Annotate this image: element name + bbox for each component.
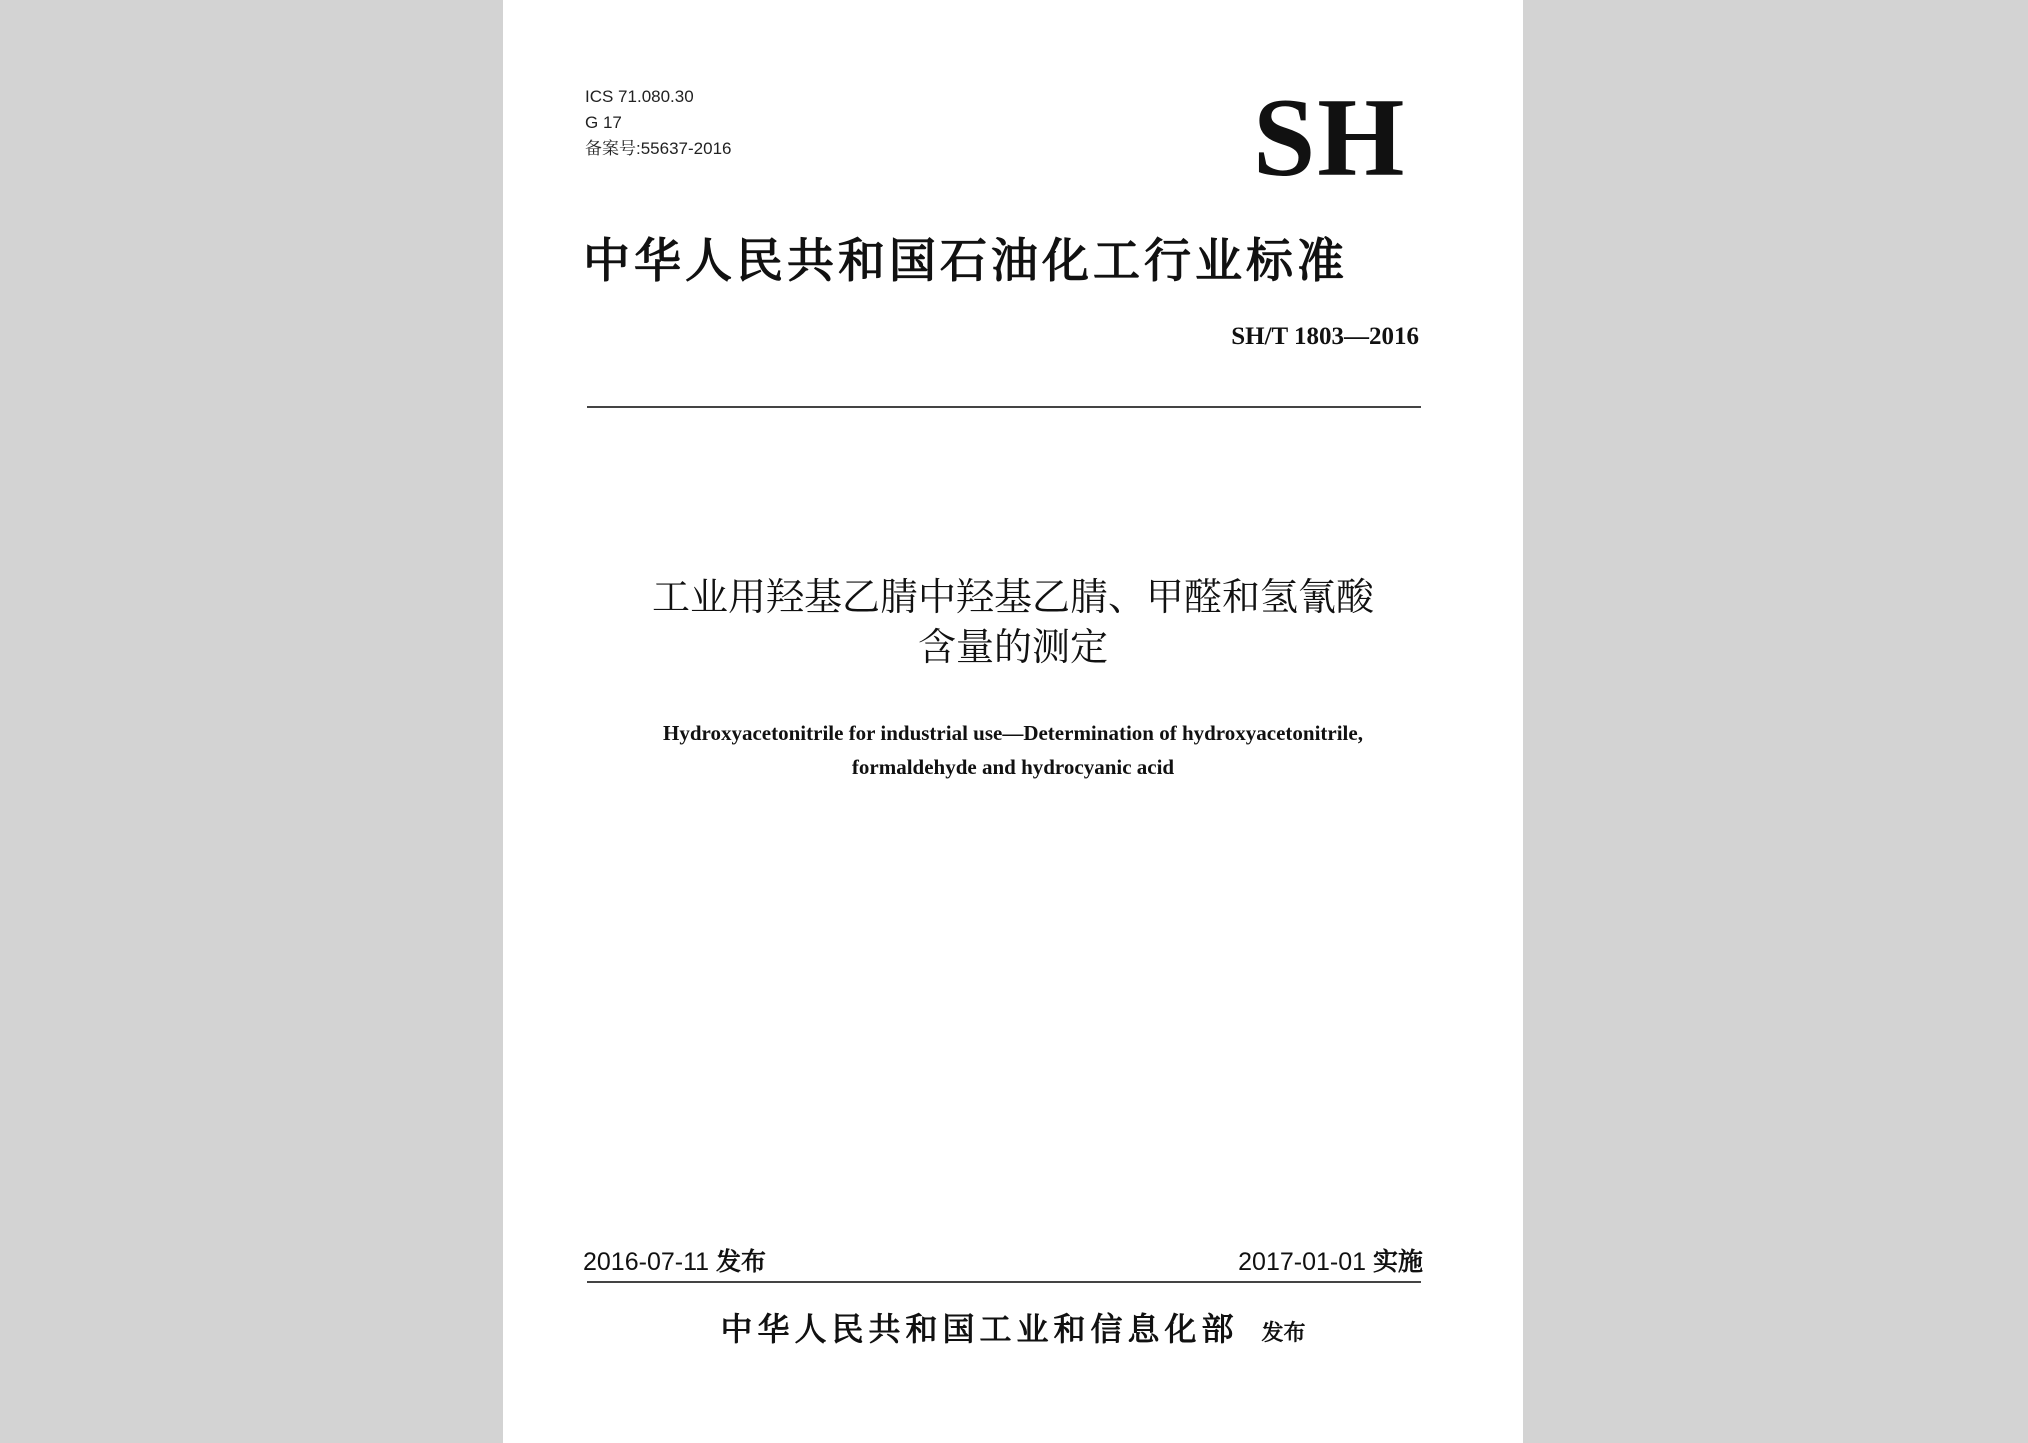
implement-date-block xyxy=(1238,1246,1423,1278)
title-english-line-1: Hydroxyacetonitrile for industrial use—Determination of hydroxyacetonitrile, xyxy=(663,721,1363,745)
issue-date-block xyxy=(583,1246,766,1278)
issuer-action: 发布 xyxy=(1261,1321,1306,1346)
standard-number: SH/T 1803—2016 xyxy=(1231,323,1419,350)
header-divider xyxy=(587,406,1421,408)
title-chinese-line-2: 含量的测定 xyxy=(917,625,1108,669)
issuer-block xyxy=(503,1307,1523,1351)
filing-number: 备案号:55637-2016 xyxy=(585,139,732,158)
standard-category: 中华人民共和国石油化工行业标准 xyxy=(583,234,1348,289)
implement-label: 实施 xyxy=(1372,1248,1423,1276)
title-english-line-2: formaldehyde and hydrocyanic acid xyxy=(851,755,1175,779)
title-english xyxy=(503,716,1523,784)
implement-date: 2017-01-01 xyxy=(1238,1248,1367,1276)
classification-info xyxy=(585,84,731,162)
issuer-name: 中华人民共和国工业和信息化部 xyxy=(720,1310,1239,1348)
issue-label: 发布 xyxy=(715,1248,766,1276)
footer-divider xyxy=(587,1281,1421,1283)
issue-date: 2016-07-11 xyxy=(583,1248,710,1276)
sh-logo: SH xyxy=(1253,76,1407,200)
document-page xyxy=(503,0,1523,1443)
title-chinese-line-1: 工业用羟基乙腈中羟基乙腈、甲醛和氢氰酸 xyxy=(651,575,1374,619)
ccs-code: G 17 xyxy=(585,113,622,132)
ics-code: ICS 71.080.30 xyxy=(585,87,694,106)
title-chinese xyxy=(503,572,1523,672)
